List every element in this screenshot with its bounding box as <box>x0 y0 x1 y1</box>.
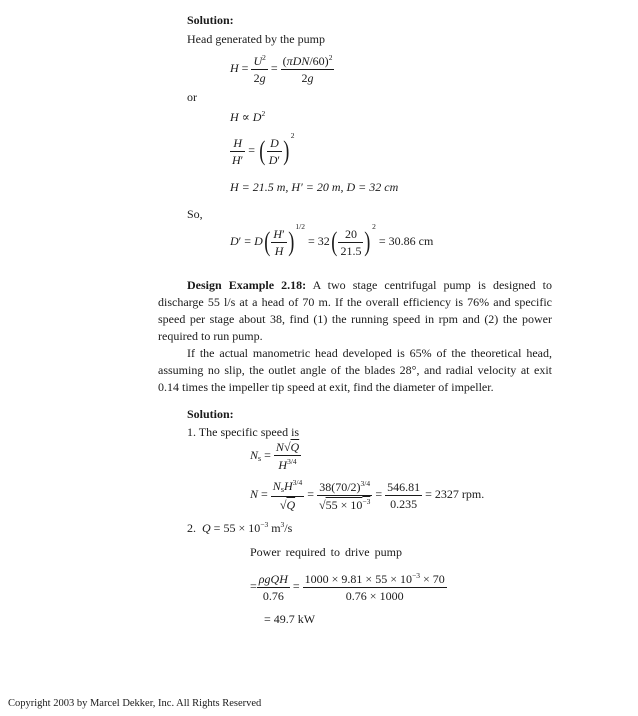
solution-intro-text: Head generated by the pump <box>187 32 325 46</box>
power-den: 0.76 × 1000 <box>345 589 404 603</box>
power-num: 1000 × 9.81 × 55 × 10 <box>304 572 412 586</box>
solution2-heading: Solution: <box>187 407 234 421</box>
power-result: = 49.7 kW <box>264 612 316 626</box>
step2-number: 2. <box>187 521 196 535</box>
val-546: 546.81 <box>387 479 421 494</box>
equation-speed: N = $\frac{N_sH^{3/4}}{√Q}$ = $\frac{38(70/2)^{3/4}}{√55 \times 10^{-3}}$ = $\frac{546.81}{0.235}$ = 2327 rpm. <box>250 478 485 512</box>
power-num-tail: × 70 <box>419 572 445 586</box>
copyright-footer: Copyright 2003 by Marcel Dekker, Inc. All Rights Reserved <box>8 698 262 709</box>
val-0235: 0.235 <box>390 496 418 511</box>
step1-text: 1. The specific speed is <box>187 425 300 439</box>
equation-specific-speed: $N_s$ = $\frac{N√Q}{H^{3/4}}$ <box>250 440 300 472</box>
design-example-line4: required to run pump. <box>158 329 263 343</box>
solution-heading: Solution: <box>187 13 234 27</box>
design-example-line2: discharge 55 l/s at a head of 70 m. If the overall efficiency is 76% and specific <box>158 295 552 309</box>
power-text: Power required to drive pump <box>250 545 402 559</box>
equation-proportional: $H \propto D^2$ <box>230 109 266 124</box>
diameter-result: = 30.86 cm <box>378 234 434 248</box>
step2-line: 2. $Q = 55 \times 10^{-3}$ $m^3/s$ <box>187 520 293 535</box>
design-example-para2-line1: If the actual manometric head developed is 65% of the theoretical head, <box>187 346 552 360</box>
design-example-para2-line3: 0.14 times the impeller tip speed at exit, find the diameter of impeller. <box>158 380 494 394</box>
design-example-line3: speed per stage about 38, find (1) the running speed in rpm and (2) the power <box>158 312 552 326</box>
or-text: or <box>187 90 197 104</box>
so-text: So, <box>187 207 203 221</box>
num-38: 38(70/2) <box>319 479 361 494</box>
rpm-result: = 2327 rpm. <box>425 486 485 501</box>
design-example-text1: A two stage centrifugal pump is designed to <box>312 278 553 292</box>
design-example-label: Design Example 2.18: <box>187 278 307 292</box>
power-den-small: 0.76 <box>262 588 284 603</box>
values-line: H = 21.5 m, H′ = 20 m, D = 32 cm <box>230 180 399 194</box>
equation-head-formula: H = $\frac{U^2}{2g}$ = $\frac{(\pi DN/60)^2}{2g}$ <box>230 53 333 85</box>
equation-power: = $\frac{\text{ρgQH}}{0.76}$ = $\frac{1000 \times 9.81 \times 55 \times 10^{-3} \times 70}{0.76 \times 1000}$ <box>250 571 445 603</box>
num-20: 20 <box>338 228 363 243</box>
equation-ratio: $\frac{H}{H'}$ = ( $\frac{D}{D'}$ )$^2$ <box>232 131 295 167</box>
design-example-para2-line2: assuming no slip, the outlet angle of the blades 28°, and radial velocity at exit <box>158 363 552 377</box>
design-example-line1 <box>187 279 552 291</box>
coeff-32: = 32 <box>307 234 330 248</box>
den-21-5: 21.5 <box>340 243 362 258</box>
equation-diameter: D′ = D( $\frac{H'}{H}$ )$^{1/2}$ = 32( $\frac{20}{21.5}$ )$^2$ = 30.86 cm <box>230 222 434 258</box>
